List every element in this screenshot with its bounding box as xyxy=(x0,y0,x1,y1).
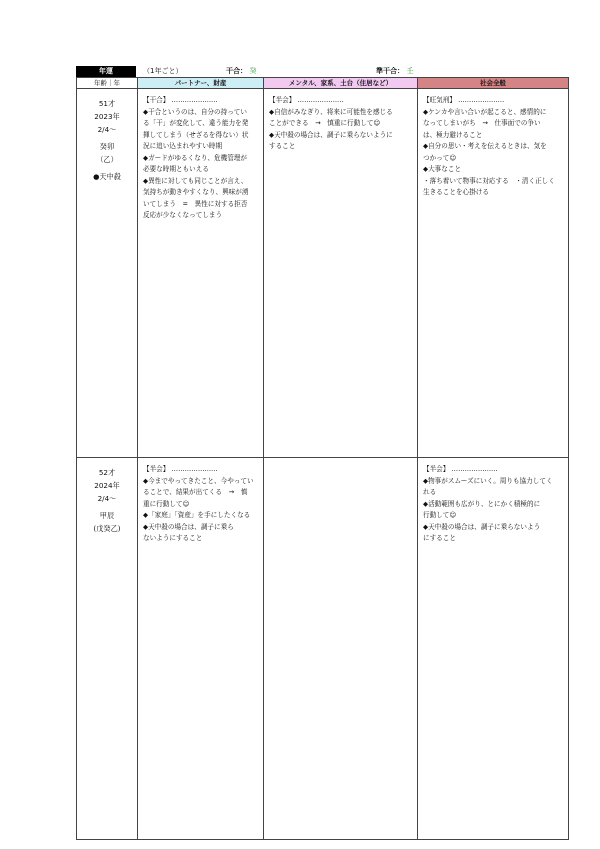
text-line: 【旺気刑】 ………………… xyxy=(423,96,505,104)
text-line: ◆ガードがゆるくなり、危機管理が xyxy=(143,153,247,162)
text-line: 【半会】 ………………… xyxy=(269,96,344,104)
year: 2023年 xyxy=(94,112,120,121)
text-line: ・落ち着いて物事に対応する ・清く正しく xyxy=(423,176,555,185)
text-line: ◆自信がみなぎり、将来に可能性を感じる xyxy=(269,107,393,116)
kanshi-sub: （乙） xyxy=(96,155,118,164)
column-header-row xyxy=(77,78,569,89)
text-line: ないようにすること xyxy=(143,534,203,542)
tenchusatsu-note: ●天中殺 xyxy=(93,172,121,181)
kanshi-sub: (戊癸乙) xyxy=(93,524,121,533)
text-line: 重に行動して☺ xyxy=(143,499,190,508)
table-row xyxy=(77,458,569,840)
age-year-cell xyxy=(77,458,138,840)
text-line: 揮してしまう（せざるを得ない）状 xyxy=(143,130,249,139)
text-line: 反応が少なくなってしまう xyxy=(143,211,223,219)
text-line: 必要な時期ともいえる xyxy=(143,165,209,173)
text-line: なってしまいがち → 仕事面での争い xyxy=(423,119,541,127)
kanshi: 甲辰 xyxy=(99,511,115,520)
text-line: 行動して☺ xyxy=(423,511,457,519)
year-fortune-label: 年運 xyxy=(76,66,136,77)
age: 51才 xyxy=(98,99,116,108)
society-cell xyxy=(418,458,569,840)
society-cell xyxy=(418,89,569,458)
text-line: ことができる → 慎重に行動して☺ xyxy=(269,119,381,127)
text-line: ◆天中殺の場合は、調子に乗ら xyxy=(143,522,234,531)
year: 2024年 xyxy=(94,481,120,490)
col-header-mental: メンタル、家系、土台（住居など） xyxy=(264,78,418,89)
text-line: いてしまう = 異性に対する拒否 xyxy=(143,199,248,208)
text-line: ◆大事なこと xyxy=(423,165,462,173)
age-year-cell xyxy=(77,89,138,458)
text-line: ◆ケンカや言い合いが起こると、感情的に xyxy=(423,107,547,116)
age: 52才 xyxy=(98,468,116,477)
text-line: 【干合】 ………………… xyxy=(143,96,218,104)
text-line: ◆異性に対しても同じことが言え、 xyxy=(143,176,248,185)
text-line: ◆天中殺の場合は、調子に乗らないように xyxy=(269,130,393,139)
junkango-value: 壬 xyxy=(406,67,414,75)
text-line: ◆今までやってきたこと、今やってい xyxy=(143,476,254,485)
text-line: ◆干合というのは、自分の持ってい xyxy=(143,107,247,116)
text-line: は、極力避けること xyxy=(423,130,483,139)
partner-cell xyxy=(138,89,264,458)
col-header-society: 社会全般 xyxy=(418,78,569,89)
kanshi: 癸卯 xyxy=(99,142,115,151)
text-line: ◆活動範囲も広がり、とにかく積極的に xyxy=(423,499,541,508)
kango-value: 癸 xyxy=(249,67,257,75)
text-line: ◆物事がスムーズにいく。周りも協力してく xyxy=(423,476,553,485)
text-line: 況に追い込まれやすい時期 xyxy=(143,142,223,150)
text-line: る「干」が変化して、違う能力を発 xyxy=(143,119,249,127)
table-row xyxy=(77,89,569,458)
text-line: ◆「家庭」「資産」を手にしたくなる xyxy=(143,511,251,519)
kango-label xyxy=(226,66,256,77)
junkango-label-text: 準干合： xyxy=(376,67,404,75)
text-line: れる xyxy=(423,488,437,496)
text-line: 【半会】 ………………… xyxy=(423,465,498,473)
start-date: 2/4〜 xyxy=(97,494,117,503)
junkango-label xyxy=(376,66,413,77)
text-line: ◆自分の思い・考えを伝えるときは、気を xyxy=(423,142,547,150)
text-line: ◆天中殺の場合は、調子に乗らないよう xyxy=(423,522,541,531)
text-line: つかって☺ xyxy=(423,153,457,162)
start-date: 2/4〜 xyxy=(97,125,117,134)
text-line: 【半会】 ………………… xyxy=(143,465,218,473)
col-header-age-year: 年齢｜年 xyxy=(77,78,138,89)
kango-label-text: 干合： xyxy=(226,67,247,75)
header-info xyxy=(136,66,566,77)
header-bar xyxy=(76,66,566,77)
fortune-sheet xyxy=(76,66,566,840)
mental-cell xyxy=(264,458,418,840)
text-line: すること xyxy=(269,142,296,150)
text-line: にすること xyxy=(423,534,456,542)
partner-cell xyxy=(138,458,264,840)
text-line: 生きることを心掛ける xyxy=(423,188,489,196)
text-line: ることで、結果が出てくる → 慎 xyxy=(143,488,248,496)
fortune-table xyxy=(76,77,569,840)
text-line: 気持ちが動きやすくなり、興味が湧 xyxy=(143,188,249,196)
mental-cell xyxy=(264,89,418,458)
unit-label: （1年ごと） xyxy=(143,67,183,75)
col-header-partner: パートナー、財産 xyxy=(138,78,264,89)
